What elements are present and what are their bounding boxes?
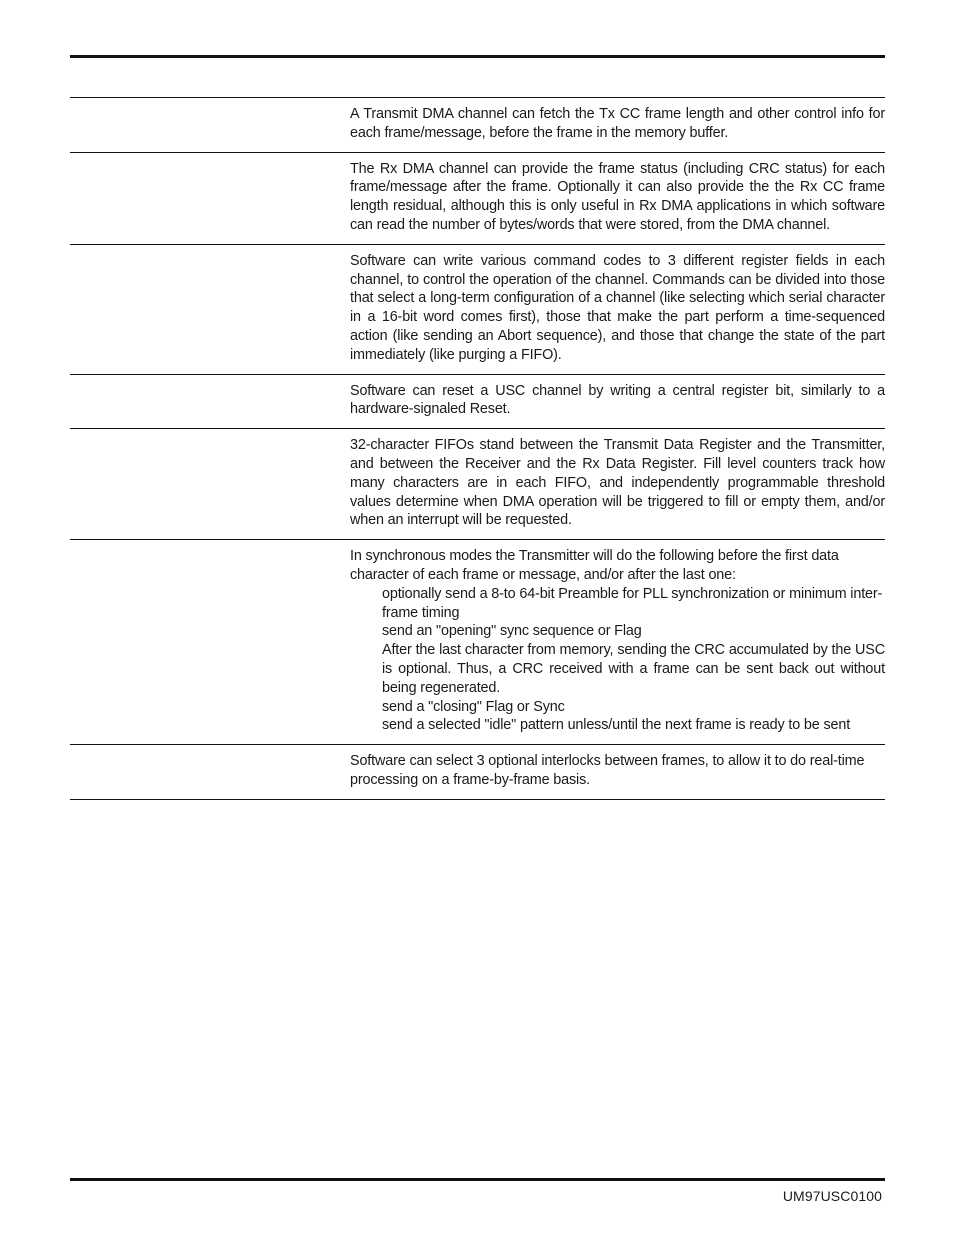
description-text: Software can reset a USC channel by writing a central register bit, similarly to a hardware-signaled Reset. [350,382,885,418]
table-row [70,98,885,153]
table-row [70,540,885,745]
row-description [350,752,885,790]
table-row [70,375,885,430]
footer-rule [70,1178,885,1181]
table-row [70,429,885,540]
list-item: After the last character from memory, sending the CRC accumulated by the USC is optional. Thus, a CRC received with a frame can be sent back out without being regenerated. [382,642,885,696]
list-item: optionally send a 8-to 64-bit Preamble for PLL synchronization or minimum inter-frame timing [382,585,883,621]
row-label-cell [70,382,350,420]
row-label-cell [70,547,350,735]
feature-table [70,97,885,800]
row-description [350,105,885,143]
row-label-cell [70,160,350,235]
table-row [70,745,885,800]
row-description [350,160,885,235]
row-description [350,382,885,420]
description-text: Software can select 3 optional interlocks between frames, to allow it to do real-time processing on a frame-by-frame basis. [350,753,865,788]
description-text: The Rx DMA channel can provide the frame status (including CRC status) for each frame/message after the frame. Optionally it can also provide the the Rx CC frame length residual, although this is only useful in Rx DMA applications in which software can read the number of bytes/words that were stored, from the DMA channel. [350,160,885,233]
row-label-cell [70,252,350,365]
list-item: send a "closing" Flag or Sync [382,698,565,715]
list-item: send an "opening" sync sequence or Flag [382,623,642,640]
row-description [350,436,885,530]
list-item: send a selected "idle" pattern unless/until the next frame is ready to be sent [382,717,851,734]
description-text: A Transmit DMA channel can fetch the Tx CC frame length and other control info for each frame/message, before the frame in the memory buffer. [350,106,885,141]
row-description [350,252,885,365]
row-label-cell [70,752,350,790]
table-row [70,153,885,245]
header-rule [70,55,885,58]
document-id: UM97USC0100 [782,1188,882,1204]
row-description [350,547,885,735]
description-text: Software can write various command codes to 3 different register fields in each channel, to control the operation of the channel. Commands can be divided into those that select a long-term configuration of a channel (like selecting which serial character in a 16-bit word comes first), those that make the part perform a time-sequenced action (like sending an Abort sequence), and those that change the state of the part immediately (like purging a FIFO). [350,252,885,363]
row-label-cell [70,436,350,530]
table-row [70,245,885,375]
description-intro: In synchronous modes the Transmitter will do the following before the first data character of each frame or message, and/or after the last one: [350,548,839,583]
description-text: 32-character FIFOs stand between the Transmit Data Register and the Transmitter, and between the Receiver and the Rx Data Register. Fill level counters track how many characters are in each FIFO, and independently programmable threshold values determine when DMA operation will be triggered to fill or empty them, and/or when an interrupt will be requested. [350,437,885,529]
row-label-cell [70,105,350,143]
